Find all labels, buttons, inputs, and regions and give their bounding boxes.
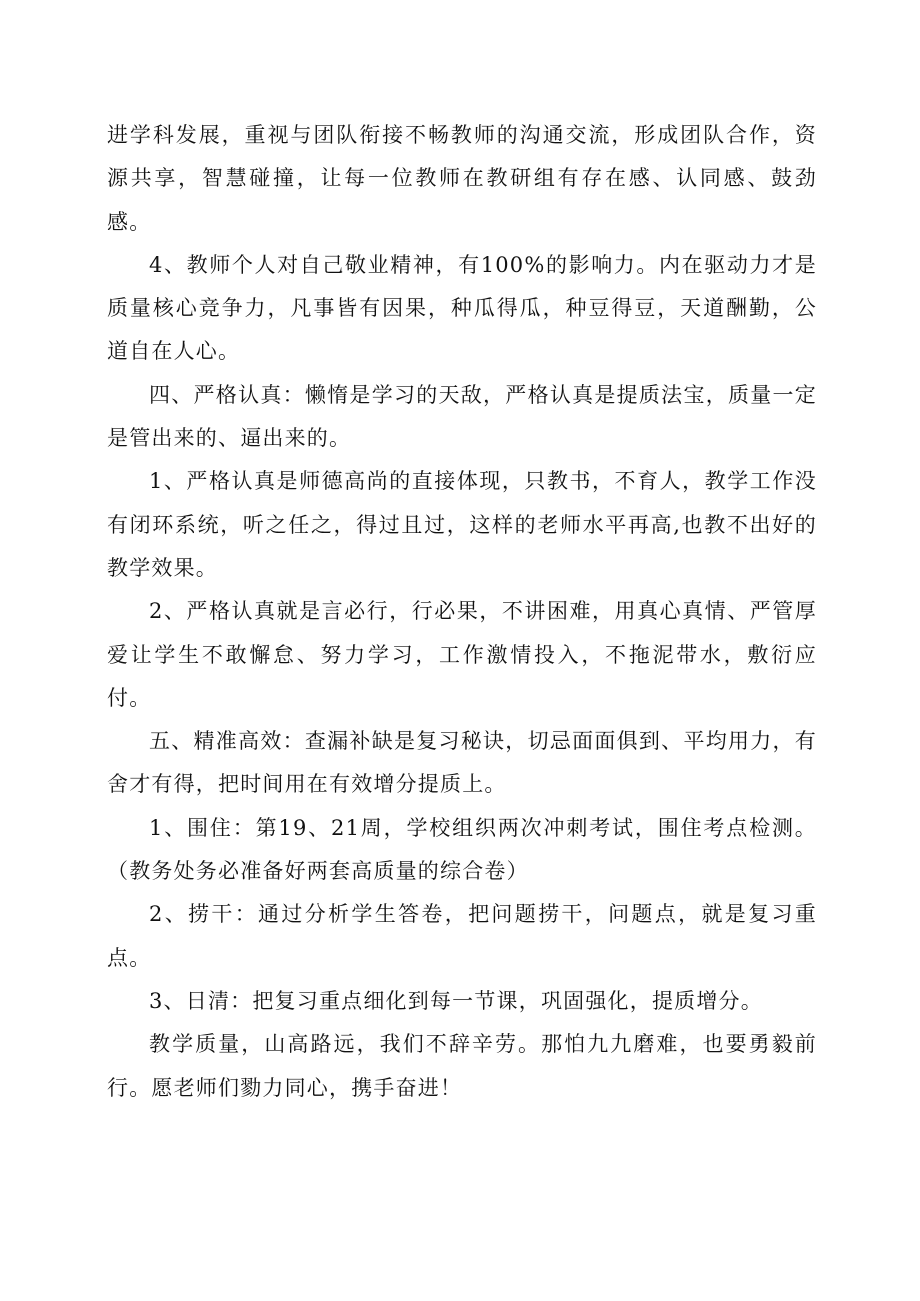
paragraph-item-4: 4、教师个人对自己敬业精神，有100%的影响力。内在驱动力才是质量核心竞争力，凡事皆有因果，种瓜得瓜，种豆得豆，天道酬勤，公道自在人心。 <box>107 252 817 364</box>
paragraph-item-2: 2、严格认真就是言必行，行必果，不讲困难，用真心真情、严管厚爱让学生不敢懈怠、努力学习，工作激情投入，不拖泥带水，敷衍应付。 <box>107 599 817 710</box>
section-heading-five: 五、精准高效：查漏补缺是复习秘诀，切忌面面俱到、平均用力，有舍才有得，把时间用在有效增分提质上。 <box>107 729 817 797</box>
paragraph-item-2-dredge: 2、捞干：通过分析学生答卷，把问题捞干，问题点，就是复习重点。 <box>107 902 817 970</box>
paragraph-closing: 教学质量，山高路远，我们不辞辛劳。那怕九九磨难，也要勇毅前行。愿老师们勠力同心，携手奋进！ <box>107 1032 817 1100</box>
paragraph-item-1-surround: 1、围住：第19、21周，学校组织两次冲刺考试，围住考点检测。（教务处务必准备好两套高质量的综合卷） <box>107 815 817 884</box>
section-heading-four: 四、严格认真：懒惰是学习的天敌，严格认真是提质法宝，质量一定是管出来的、逼出来的。 <box>107 382 817 451</box>
document-body <box>107 114 817 1110</box>
paragraph-continuation: 进学科发展，重视与团队衔接不畅教师的沟通交流，形成团队合作，资源共享，智慧碰撞，让每一位教师在教研组有存在感、认同感、鼓劲感。 <box>107 123 817 234</box>
paragraph-item-3-daily: 3、日清：把复习重点细化到每一节课，巩固强化，提质增分。 <box>149 988 763 1013</box>
paragraph-item-1: 1、严格认真是师德高尚的直接体现，只教书，不育人，教学工作没有闭环系统，听之任之，得过且过，这样的老师水平再高,也教不出好的教学效果。 <box>107 469 817 580</box>
